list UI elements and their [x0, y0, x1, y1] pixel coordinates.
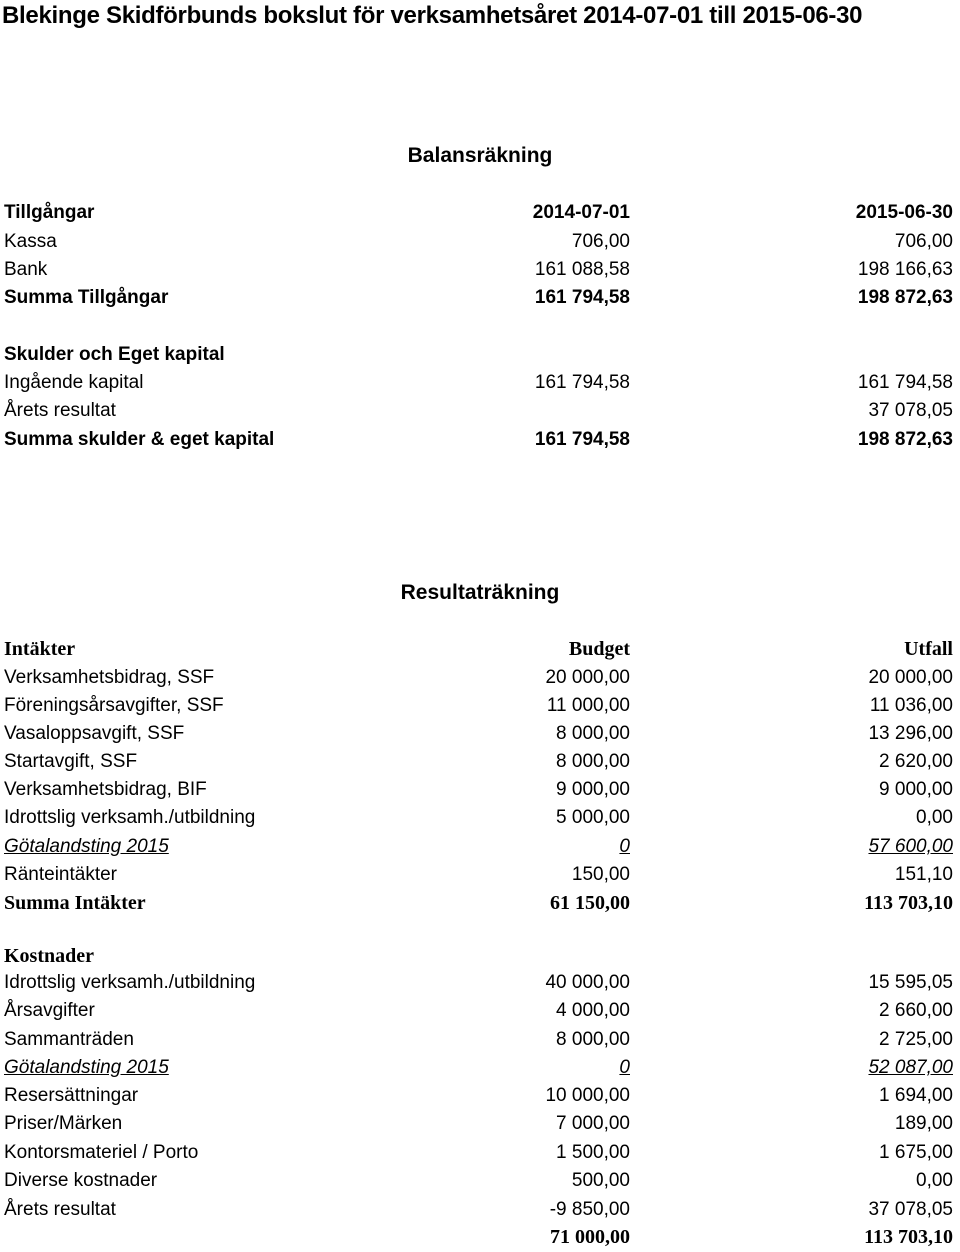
row-label: Ränteintäkter: [4, 864, 118, 885]
table-row: [0, 228, 960, 256]
row-label: Götalandsting 2015: [4, 836, 169, 857]
row-col1: 11 000,00: [546, 695, 630, 716]
row-col1: 1 500,00: [556, 1142, 630, 1163]
kostnader-heading-row: [0, 942, 960, 970]
row-col1: 8 000,00: [556, 723, 630, 744]
balans-header-row: [0, 199, 960, 227]
row-col2: 0,00: [916, 1170, 953, 1191]
row-col1: 500,00: [571, 1170, 630, 1191]
balans-header-col2: 2015-06-30: [855, 202, 953, 223]
row-col1: 10 000,00: [545, 1085, 630, 1106]
row-col1: 8 000,00: [556, 751, 630, 772]
table-row: [0, 969, 960, 997]
row-col1: 9 000,00: [556, 779, 630, 800]
row-col2: 1 694,00: [879, 1085, 953, 1106]
table-row: [0, 804, 960, 832]
row-col2: 151,10: [894, 864, 953, 885]
resultat-header-col1: Budget: [568, 638, 630, 660]
row-col2: 57 600,00: [868, 836, 953, 857]
table-row: [0, 720, 960, 748]
table-row: [0, 1167, 960, 1195]
row-col2: 198 872,63: [857, 287, 953, 308]
row-label: Ingående kapital: [4, 372, 144, 393]
row-col1: 61 150,00: [550, 892, 630, 914]
row-col2: 198 872,63: [857, 429, 953, 450]
row-col2: 1 675,00: [879, 1142, 953, 1163]
row-col2: 2 725,00: [879, 1029, 953, 1050]
row-label: Summa skulder & eget kapital: [4, 429, 275, 450]
row-col2: 2 660,00: [879, 1000, 953, 1021]
row-label: Skulder och Eget kapital: [4, 344, 225, 365]
row-col2: 2 620,00: [879, 751, 953, 772]
row-col2: 37 078,05: [868, 1199, 953, 1220]
table-row: [0, 1110, 960, 1138]
table-row: [0, 1054, 960, 1082]
row-col2: 706,00: [894, 231, 953, 252]
row-label: Götalandsting 2015: [4, 1057, 169, 1078]
row-label: Kassa: [4, 231, 57, 252]
table-row: [0, 1196, 960, 1224]
row-col2: 189,00: [894, 1113, 953, 1134]
table-row: [0, 692, 960, 720]
row-col2: 11 036,00: [869, 695, 953, 716]
row-label: Sammanträden: [4, 1029, 134, 1050]
table-row: [0, 664, 960, 692]
resultat-header-label: Intäkter: [4, 638, 76, 660]
row-label: Diverse kostnader: [4, 1170, 158, 1191]
table-row: [0, 833, 960, 861]
row-label: Föreningsårsavgifter, SSF: [4, 695, 224, 716]
summa-intakter-row: [0, 889, 960, 917]
row-label: Summa Tillgångar: [4, 287, 169, 308]
row-label: Idrottslig verksamh./utbildning: [4, 807, 256, 828]
row-col1: 150,00: [571, 864, 630, 885]
row-col1: 0: [619, 1057, 630, 1078]
row-col2: 0,00: [916, 807, 953, 828]
table-row: [0, 369, 960, 397]
row-col2: 198 166,63: [857, 259, 953, 280]
row-col2: 15 595,05: [868, 972, 953, 993]
row-col2: 52 087,00: [868, 1057, 953, 1078]
row-label: Vasaloppsavgift, SSF: [4, 723, 185, 744]
table-row: [0, 397, 960, 425]
resultat-header-col2: Utfall: [904, 638, 953, 660]
row-label: Kontorsmateriel / Porto: [4, 1142, 199, 1163]
row-label: Verksamhetsbidrag, BIF: [4, 779, 207, 800]
row-col1: 161 088,58: [534, 259, 630, 280]
row-label: Priser/Märken: [4, 1113, 123, 1134]
row-col2: 161 794,58: [857, 372, 953, 393]
row-col1: 161 794,58: [534, 287, 630, 308]
table-row: [0, 426, 960, 454]
balans-header-label: Tillgångar: [4, 202, 95, 223]
row-col1: 0: [619, 836, 630, 857]
totals-row: [0, 1223, 960, 1251]
row-col2: 9 000,00: [879, 779, 953, 800]
table-row: [0, 284, 960, 312]
table-row: [0, 861, 960, 889]
table-row: [0, 997, 960, 1025]
balans-header-col1: 2014-07-01: [532, 202, 630, 223]
row-col1: 5 000,00: [556, 807, 630, 828]
balans-heading: Balansräkning: [407, 144, 553, 167]
row-col1: 706,00: [571, 231, 630, 252]
resultat-heading: Resultaträkning: [400, 581, 560, 604]
row-label: Summa Intäkter: [4, 892, 146, 914]
row-label: Årsavgifter: [4, 1000, 95, 1021]
table-row: [0, 776, 960, 804]
row-label: Årets resultat: [4, 1199, 116, 1220]
kostnader-heading: Kostnader: [4, 945, 94, 967]
row-label: Verksamhetsbidrag, SSF: [4, 667, 215, 688]
total-col2: 113 703,10: [864, 1226, 953, 1248]
table-row: [0, 748, 960, 776]
document-title: Blekinge Skidförbunds bokslut för verksamhetsåret 2014-07-01 till 2015-06-30: [2, 2, 863, 29]
row-col1: 4 000,00: [556, 1000, 630, 1021]
row-col1: 161 794,58: [534, 429, 630, 450]
total-col1: 71 000,00: [550, 1226, 630, 1248]
table-row: [0, 1026, 960, 1054]
row-col1: 7 000,00: [556, 1113, 630, 1134]
row-label: Resersättningar: [4, 1085, 139, 1106]
row-label: Årets resultat: [4, 400, 116, 421]
row-col2: 37 078,05: [868, 400, 953, 421]
table-row: [0, 256, 960, 284]
row-label: Idrottslig verksamh./utbildning: [4, 972, 256, 993]
row-col1: 40 000,00: [545, 972, 630, 993]
row-col2: 20 000,00: [868, 667, 953, 688]
row-col2: 113 703,10: [864, 892, 953, 914]
table-row: [0, 1139, 960, 1167]
row-col1: 20 000,00: [545, 667, 630, 688]
row-col1: 161 794,58: [534, 372, 630, 393]
row-col1: -9 850,00: [549, 1199, 630, 1220]
table-row: [0, 341, 960, 369]
row-col2: 13 296,00: [868, 723, 953, 744]
table-row: [0, 1082, 960, 1110]
row-col1: 8 000,00: [556, 1029, 630, 1050]
resultat-header-row: [0, 635, 960, 663]
row-label: Bank: [4, 259, 48, 280]
row-label: Startavgift, SSF: [4, 751, 138, 772]
